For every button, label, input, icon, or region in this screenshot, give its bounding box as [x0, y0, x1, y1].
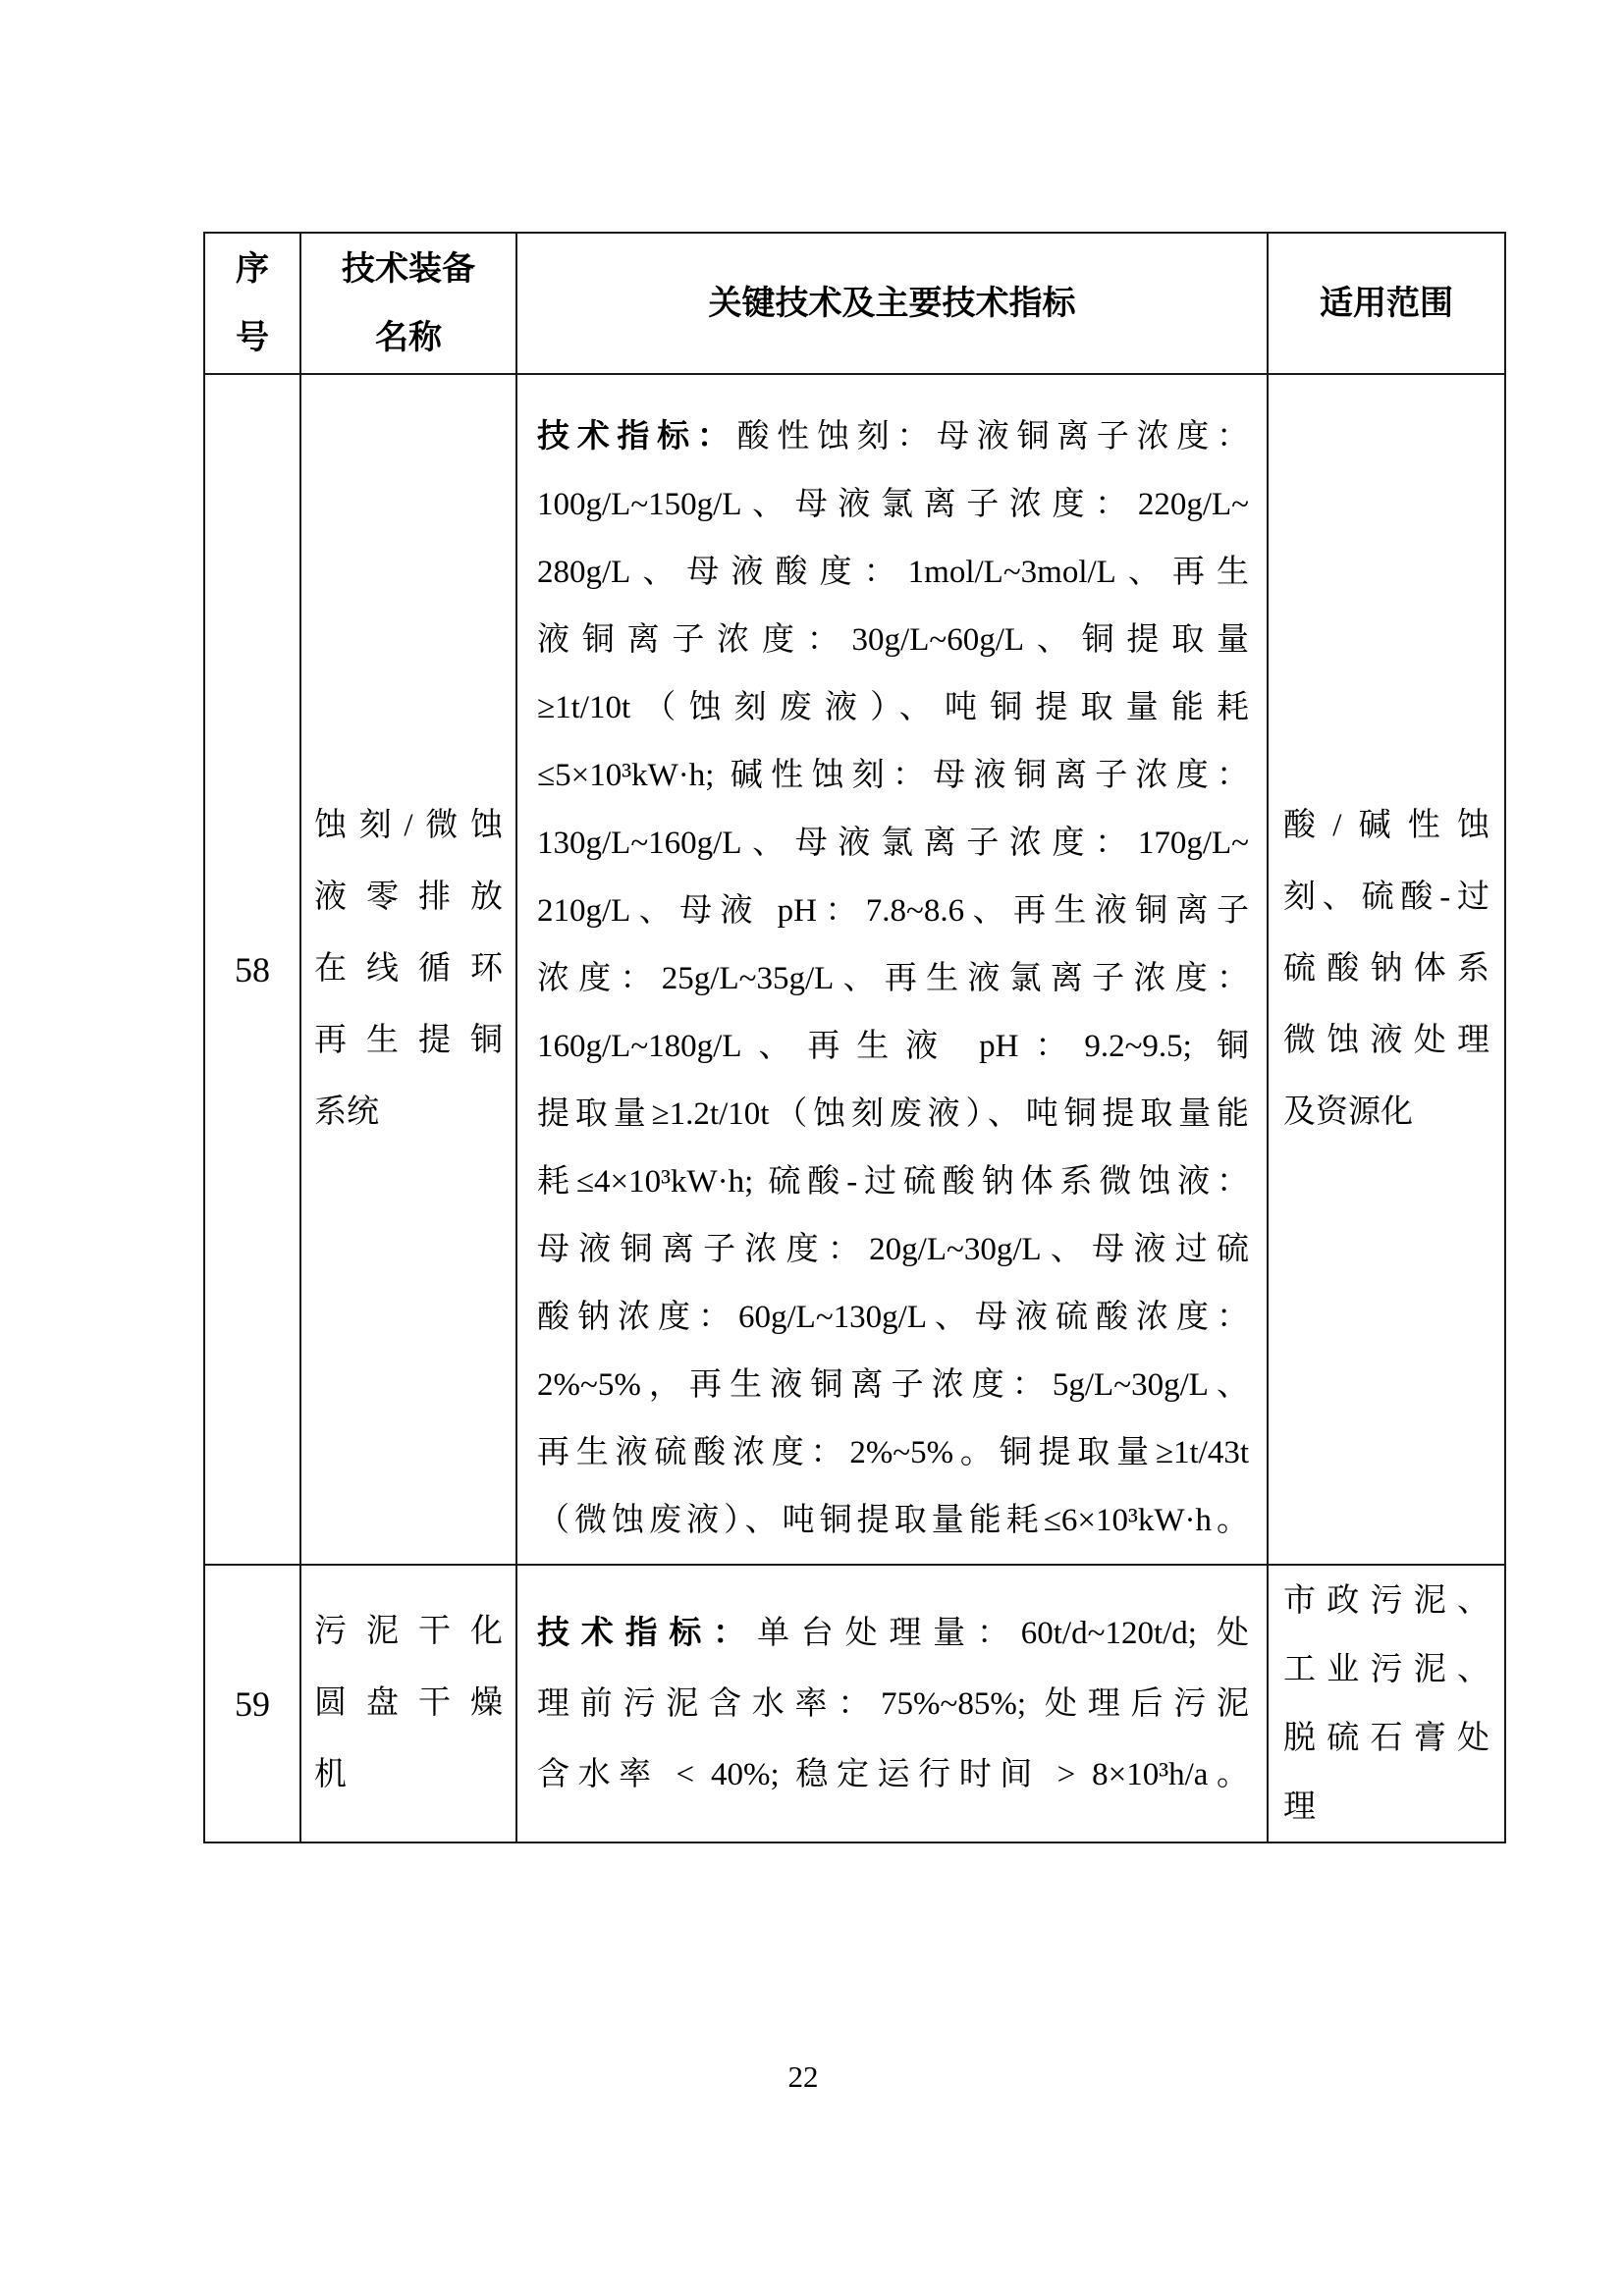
scope-line: 刻、硫酸-过 — [1283, 880, 1489, 915]
scope-line: 工业污泥、 — [1283, 1651, 1489, 1687]
equipment-name-line: 污泥干化 — [314, 1614, 503, 1649]
tech-indicator-line — [537, 1597, 1249, 1669]
header-key-tech-label: 关键技术及主要技术指标 — [708, 285, 1076, 322]
tech-indicator-line: 100g/L~150g/L、母液氯离子浓度：220g/L~ — [537, 486, 1249, 522]
tech-indicator-line: 提取量≥1.2t/10t（蚀刻废液）、吨铜提取量能 — [537, 1095, 1249, 1132]
equipment-name-line: 系统 — [314, 1095, 379, 1130]
tech-indicator-line: （微蚀废液）、吨铜提取量能耗≤6×10³kW·h。 — [537, 1502, 1249, 1538]
scope-line: 及资源化 — [1283, 1095, 1413, 1130]
header-name-line2: 名称 — [375, 319, 442, 356]
equipment-name-line: 液零排放 — [314, 880, 503, 915]
header-cell-number — [204, 233, 300, 374]
equipment-name-line: 圆盘干燥 — [314, 1685, 503, 1721]
scope-line: 硫酸钠体系 — [1283, 951, 1489, 987]
row-59-key-tech — [516, 1565, 1268, 1842]
equipment-name-line: 在线循环 — [314, 951, 503, 987]
tech-indicator-line: 160g/L~180g/L、再生液 pH：9.2~9.5; 铜 — [537, 1028, 1249, 1064]
table-header-row — [204, 233, 1505, 374]
tech-indicator-line: 酸钠浓度：60g/L~130g/L、母液硫酸浓度： — [537, 1299, 1249, 1335]
row-58-scope — [1268, 374, 1505, 1565]
scope-line: 微蚀液处理 — [1283, 1023, 1489, 1058]
tech-indicator-line: 液铜离子浓度：30g/L~60g/L、铜提取量 — [537, 621, 1249, 658]
header-number-line2: 号 — [236, 319, 269, 356]
tech-indicator-line: 耗≤4×10³kW·h; 硫酸-过硫酸钠体系微蚀液： — [537, 1163, 1249, 1200]
header-number-line1: 序 — [236, 250, 269, 288]
tech-indicator-line: 理前污泥含水率：75%~85%; 处理后污泥 — [537, 1686, 1249, 1722]
tech-indicator-line: ≥1t/10t（蚀刻废液）、吨铜提取量能耗 — [537, 689, 1249, 725]
scope-line: 理 — [1283, 1789, 1316, 1825]
scope-line: 市政污泥、 — [1283, 1582, 1489, 1619]
technology-equipment-table — [203, 232, 1506, 1843]
table-row-58 — [204, 374, 1505, 1565]
header-cell-equipment-name — [300, 233, 516, 374]
tech-indicator-text: 单台处理量：60t/d~120t/d; 处 — [756, 1616, 1249, 1651]
row-59-scope — [1268, 1565, 1505, 1842]
tech-indicator-line: 210g/L、母液 pH：7.8~8.6、再生液铜离子 — [537, 892, 1249, 929]
tech-indicator-line: 280g/L、母液酸度：1mol/L~3mol/L、再生 — [537, 554, 1249, 590]
row-58-number: 58 — [204, 374, 300, 1565]
row-59-equipment-name — [300, 1565, 516, 1842]
scope-line: 酸/碱性蚀 — [1283, 808, 1489, 843]
tech-indicator-line: 130g/L~160g/L、母液氯离子浓度：170g/L~ — [537, 825, 1249, 861]
tech-indicator-line: 浓度：25g/L~35g/L、再生液氯离子浓度： — [537, 960, 1249, 996]
tech-indicator-line: 再生液硫酸浓度：2%~5%。铜提取量≥1t/43t — [537, 1434, 1249, 1470]
row-59-number: 59 — [204, 1565, 300, 1842]
equipment-name-line: 机 — [314, 1757, 347, 1792]
header-scope-label: 适用范围 — [1320, 285, 1453, 322]
row-58-key-tech — [516, 374, 1268, 1565]
page-number: 22 — [787, 2059, 819, 2094]
tech-indicator-line: ≤5×10³kW·h; 碱性蚀刻：母液铜离子浓度： — [537, 757, 1249, 793]
tech-indicator-line: 含水率 < 40%; 稳定运行时间 > 8×10³h/a。 — [537, 1757, 1249, 1792]
table-row-59 — [204, 1565, 1505, 1842]
tech-indicator-line: 2%~5%，再生液铜离子浓度：5g/L~30g/L、 — [537, 1366, 1249, 1403]
equipment-name-line: 蚀刻/微蚀 — [314, 808, 503, 843]
equipment-name-line: 再生提铜 — [314, 1023, 503, 1058]
tech-indicator-line — [537, 401, 1249, 471]
tech-indicator-line: 母液铜离子浓度：20g/L~30g/L、母液过硫 — [537, 1231, 1249, 1267]
header-cell-scope — [1268, 233, 1505, 374]
header-name-line1: 技术装备 — [342, 250, 475, 288]
header-cell-key-tech — [516, 233, 1268, 374]
tech-indicator-label: 技术指标： — [537, 1614, 757, 1650]
tech-indicator-label: 技术指标： — [537, 416, 737, 454]
scope-line: 脱硫石膏处 — [1283, 1720, 1489, 1756]
tech-indicator-text: 酸性蚀刻：母液铜离子浓度： — [736, 418, 1250, 454]
row-58-equipment-name — [300, 374, 516, 1565]
